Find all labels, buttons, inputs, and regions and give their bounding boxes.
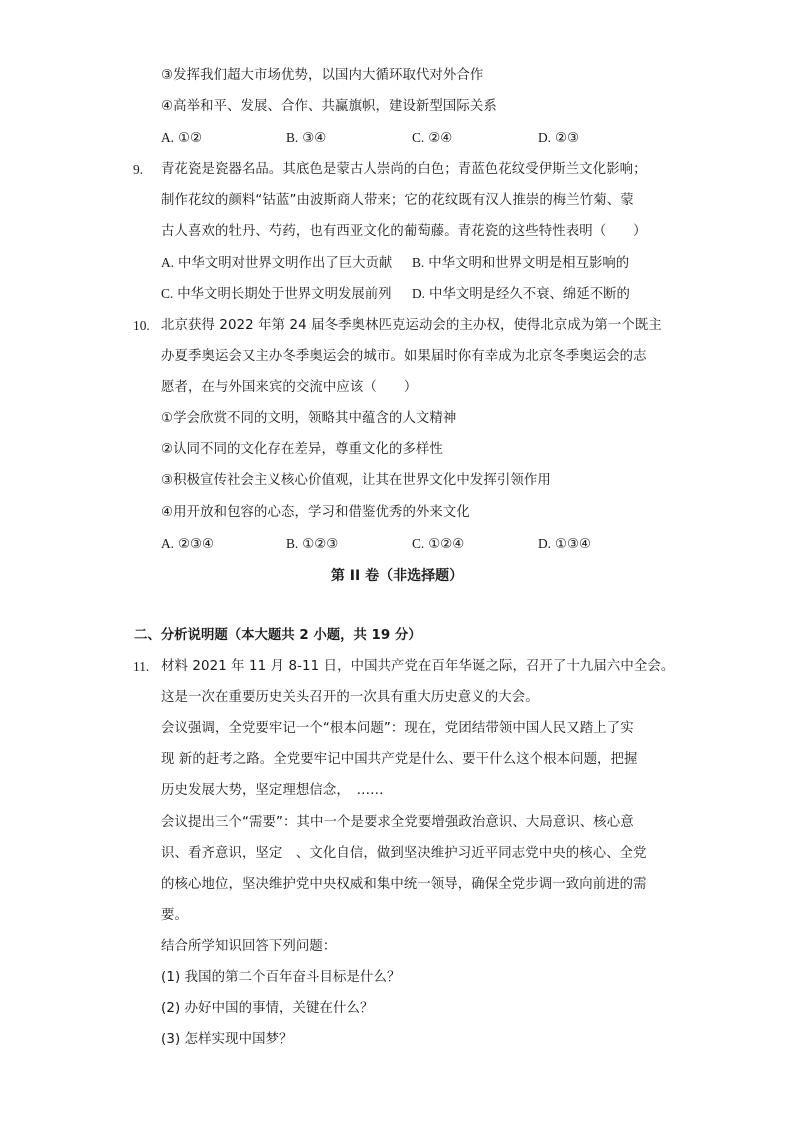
q10-choice-d[interactable]: D. ①③④ <box>538 536 592 552</box>
q8-option-4: ④高举和平、发展、合作、共赢旗帜，建设新型国际关系 <box>161 99 497 114</box>
q9-choice-b[interactable]: B. 中华文明和世界文明是相互影响的 <box>412 255 630 271</box>
q11-material-line-5: 历史发展大势，坚定理想信念， …… <box>161 783 384 798</box>
q10-option-2: ②认同不同的文化存在差异，尊重文化的多样性 <box>161 442 443 457</box>
q11-number: 11. <box>133 659 150 674</box>
q11-subquestion-2: (2) 办好中国的事情，关键在什么？ <box>161 1001 374 1016</box>
q10-choice-c[interactable]: C. ①②④ <box>412 536 465 552</box>
q8-choice-a[interactable]: A. ①② <box>161 130 203 146</box>
q11-subquestion-3: (3) 怎样实现中国梦？ <box>161 1032 293 1047</box>
q11-material-line-1: 材料 2021 年 11 月 8-11 日，中国共产党在百年华诞之际，召开了十九届六中全会。 <box>161 659 675 674</box>
q11-subquestion-1: (1) 我国的第二个百年奋斗目标是什么？ <box>161 970 401 985</box>
q10-option-4: ④用开放和包容的心态，学习和借鉴优秀的外来文化 <box>161 505 470 520</box>
q10-stem-line-3: 愿者，在与外国来宾的交流中应该（ ） <box>161 380 418 395</box>
q8-choice-b[interactable]: B. ③④ <box>286 130 327 146</box>
q9-stem-line-1: 青花瓷是瓷器名品。其底色是蒙古人崇尚的白色；青蓝色花纹受伊斯兰文化影响； <box>161 162 647 177</box>
q9-choice-a[interactable]: A. 中华文明对世界文明作出了巨大贡献 <box>161 255 393 271</box>
q9-stem-line-3: 古人喜欢的牡丹、芍药，也有西亚文化的葡萄藤。青花瓷的这些特性表明（ ） <box>161 224 647 239</box>
q8-choice-d[interactable]: D. ②③ <box>538 130 580 146</box>
q11-material-line-7: 识、看齐意识，坚定 、文化自信，做到坚决维护习近平同志党中央的核心、全党 <box>161 846 647 861</box>
q9-choice-d[interactable]: D. 中华文明是经久不衰、绵延不断的 <box>412 286 630 302</box>
q11-material-line-6: 会议提出三个“需要”：其中一个是要求全党要增强政治意识、大局意识、核心意 <box>161 815 634 830</box>
q9-stem-line-2: 制作花纹的颜料“钴蓝”由波斯商人带来；它的花纹既有汉人推崇的梅兰竹菊、蒙 <box>161 193 634 208</box>
q11-material-line-9: 要。 <box>161 908 188 923</box>
part-2-title: 第 II 卷（非选择题） <box>330 568 464 584</box>
q10-choice-b[interactable]: B. ①②③ <box>286 536 339 552</box>
q10-stem-line-2: 办夏季奥运会又主办冬季奥运会的城市。如果届时你有幸成为北京冬季奥运会的志 <box>161 349 647 364</box>
q9-choices-row-1 <box>161 253 681 273</box>
q11-material-line-4: 现 新的赶考之路。全党要牢记中国共产党是什么、要干什么这个根本问题，把握 <box>161 752 638 767</box>
q8-choice-c[interactable]: C. ②④ <box>412 130 453 146</box>
q10-option-1: ①学会欣赏不同的文明，领略其中蕴含的人文精神 <box>161 411 457 426</box>
q11-instruction: 结合所学知识回答下列问题： <box>161 939 337 954</box>
q10-choice-a[interactable]: A. ②③④ <box>161 536 215 552</box>
q8-option-3: ③发挥我们超大市场优势，以国内大循环取代对外合作 <box>161 68 484 83</box>
q11-material-line-3: 会议强调，全党要牢记一个“根本问题”：现在，党团结带领中国人民又踏上了实 <box>161 721 634 736</box>
q10-stem-line-1: 北京获得 2022 年第 24 届冬季奥林匹克运动会的主办权，使得北京成为第一个既主 <box>161 318 662 333</box>
q10-choices <box>161 534 681 554</box>
q11-material-line-8: 的核心地位，坚决维护党中央权威和集中统一领导，确保全党步调一致向前进的需 <box>161 877 647 892</box>
q10-number: 10. <box>133 318 150 333</box>
q10-option-3: ③积极宣传社会主义核心价值观，让其在世界文化中发挥引领作用 <box>161 473 551 488</box>
q9-choice-c[interactable]: C. 中华文明长期处于世界文明发展前列 <box>161 286 392 302</box>
section-2-heading: 二、分析说明题（本大题共 2 小题，共 19 分） <box>134 628 422 643</box>
q8-choices <box>161 128 681 148</box>
q11-material-line-2: 这是一次在重要历史关头召开的一次具有重大历史意义的大会。 <box>161 690 539 705</box>
q9-number: 9. <box>133 162 144 177</box>
q9-choices-row-2 <box>161 284 681 304</box>
